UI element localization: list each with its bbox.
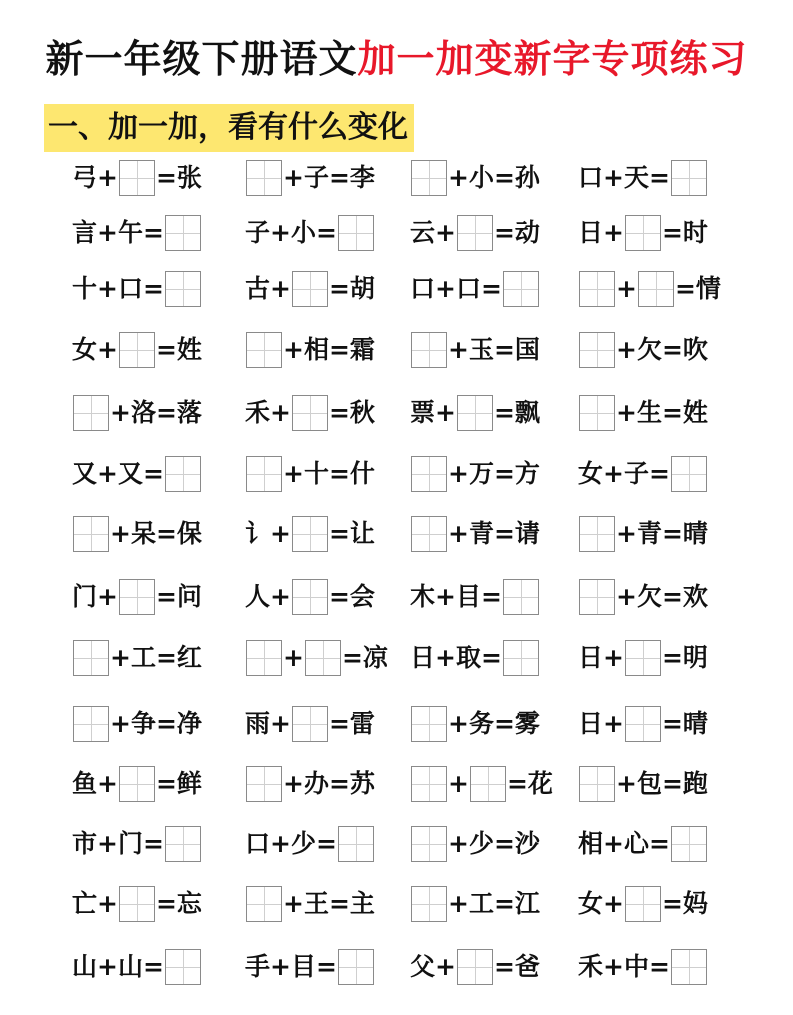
equation-text: 古+ [245,274,291,303]
answer-box[interactable] [119,886,155,922]
answer-box[interactable] [411,826,447,862]
equation-text: =忘 [155,889,202,918]
equation-text: 父+ [410,952,456,981]
equation-text: +欠=欢 [616,582,708,611]
equation [245,393,375,433]
exercise-row [0,330,793,370]
equation-text: 雨+ [245,709,291,738]
equation [72,393,202,433]
equation [410,514,540,554]
equation-text: =雷 [328,709,375,738]
equation [410,704,540,744]
equation-text: +万=方 [448,459,540,488]
equation-text: =胡 [328,274,375,303]
equation-text: =姓 [155,335,202,364]
equation-text: 女+ [72,335,118,364]
equation-text: 口+少= [245,829,337,858]
equation [245,947,375,987]
page-title [0,28,793,83]
equation-text: 人+ [245,582,291,611]
equation-text: =让 [328,519,375,548]
equation-text: +玉=国 [448,335,540,364]
exercise-row [0,884,793,924]
answer-box[interactable] [411,160,447,196]
equation-text: + [97,163,118,192]
equation-text: 口+口= [410,274,502,303]
answer-box[interactable] [119,160,155,196]
equation-text: 门+ [72,582,118,611]
answer-box[interactable] [73,706,109,742]
equation-text: 口+天= [578,163,670,192]
equation [245,454,375,494]
answer-box[interactable] [579,516,615,552]
equation [410,393,540,433]
exercise-row [0,514,793,554]
equation [410,330,540,370]
equation [578,947,708,987]
equation [578,158,708,198]
equation [72,947,202,987]
equation [410,884,540,924]
equation-text: =飘 [493,398,540,427]
answer-box[interactable] [119,332,155,368]
answer-box[interactable] [246,886,282,922]
equation [245,704,375,744]
equation [578,393,708,433]
exercise-row [0,454,793,494]
answer-box[interactable] [246,160,282,196]
answer-box[interactable] [470,766,506,802]
equation-text: + [616,274,637,303]
equation-text: =妈 [661,889,708,918]
exercise-row [0,269,793,309]
equation-text: 禾+中= [578,952,670,981]
answer-box[interactable] [579,579,615,615]
answer-box[interactable] [503,271,539,307]
equation [72,213,202,253]
equation-text: 市+门= [72,829,164,858]
equation [245,269,375,309]
equation [245,824,375,864]
equation [245,764,375,804]
exercise-row [0,213,793,253]
equation-text: =明 [661,643,708,672]
answer-box[interactable] [411,706,447,742]
equation [578,884,708,924]
equation [578,454,708,494]
equation [578,824,708,864]
answer-box[interactable] [457,395,493,431]
equation [245,158,375,198]
equation-text: 山+山= [72,952,164,981]
answer-box[interactable] [292,395,328,431]
equation-text: 日+ [578,218,624,247]
equation [72,269,202,309]
equation-text: +青=晴 [616,519,708,548]
equation-text: =动 [493,218,540,247]
answer-box[interactable] [638,271,674,307]
answer-box[interactable] [292,706,328,742]
equation [72,638,202,678]
answer-box[interactable] [73,516,109,552]
equation [72,884,202,924]
equation [245,884,375,924]
equation [578,213,708,253]
equation-text: 禾+ [245,398,291,427]
equation-text: +生=姓 [616,398,708,427]
equation-text: =秋 [328,398,375,427]
exercise-row [0,158,793,198]
equation [72,704,202,744]
equation-text: +务=雾 [448,709,540,738]
equation [245,514,375,554]
answer-box[interactable] [165,456,201,492]
equation-text: 日+ [578,643,624,672]
equation-text: 女+ [578,889,624,918]
equation-text: +子=李 [283,163,375,192]
equation-text: 又+又= [72,459,164,488]
equation-text: +相=霜 [283,335,375,364]
equation-text: +办=苏 [283,769,375,798]
equation-text: 十+口= [72,274,164,303]
equation-text: 云+ [410,218,456,247]
equation [410,213,540,253]
exercise-row [0,638,793,678]
equation-text: 亡+ [72,889,118,918]
equation [72,514,202,554]
equation [578,704,708,744]
equation-text: 言+午= [72,218,164,247]
answer-box[interactable] [119,579,155,615]
equation-text: 女+子= [578,459,670,488]
equation-text: 弓 [72,163,98,192]
answer-box[interactable] [503,579,539,615]
equation [578,764,708,804]
equation-text: 讠+ [245,519,291,548]
answer-box[interactable] [579,332,615,368]
answer-box[interactable] [305,640,341,676]
answer-box[interactable] [73,395,109,431]
answer-box[interactable] [457,949,493,985]
equation [410,577,540,617]
equation [410,158,540,198]
equation [578,638,708,678]
equation-text: 日+ [578,709,624,738]
exercise-row [0,393,793,433]
answer-box[interactable] [411,456,447,492]
equation [245,577,375,617]
answer-box[interactable] [246,456,282,492]
equation-text: 手+目= [245,952,337,981]
equation-text: 子+小= [245,218,337,247]
answer-box[interactable] [246,332,282,368]
exercise-row [0,824,793,864]
answer-box[interactable] [411,516,447,552]
answer-box[interactable] [579,271,615,307]
answer-box[interactable] [457,215,493,251]
equation-text: 鱼+ [72,769,118,798]
equation [578,514,708,554]
equation-text: +洛=落 [110,398,202,427]
answer-box[interactable] [292,516,328,552]
answer-box[interactable] [411,766,447,802]
answer-box[interactable] [73,640,109,676]
equation [578,269,721,309]
answer-box[interactable] [246,640,282,676]
equation [410,947,540,987]
answer-box[interactable] [165,215,201,251]
equation-text: =张 [155,163,202,192]
answer-box[interactable] [671,456,707,492]
equation [72,824,202,864]
equation-text: +工=江 [448,889,540,918]
equation-text: + [283,643,304,672]
equation [245,638,388,678]
equation-text: +少=沙 [448,829,540,858]
answer-box[interactable] [625,886,661,922]
answer-box[interactable] [338,215,374,251]
equation-text: + [448,769,469,798]
answer-box[interactable] [338,826,374,862]
equation-text: =爸 [493,952,540,981]
answer-box[interactable] [671,160,707,196]
equation [410,764,553,804]
equation-text: +欠=吹 [616,335,708,364]
equation [72,577,202,617]
equation-text: =问 [155,582,202,611]
equation-text: =鲜 [155,769,202,798]
equation-text: =时 [661,218,708,247]
equation-text: +青=请 [448,519,540,548]
equation-text: 相+心= [578,829,670,858]
exercise-row [0,947,793,987]
equation [72,764,202,804]
equation [410,824,540,864]
equation-text: 木+目= [410,582,502,611]
answer-box[interactable] [119,766,155,802]
answer-box[interactable] [671,949,707,985]
equation [245,330,375,370]
equation [410,638,540,678]
answer-box[interactable] [411,332,447,368]
equation-text: =会 [328,582,375,611]
exercise-row [0,704,793,744]
equation [245,213,375,253]
equation-text: =凉 [341,643,388,672]
equation-text: 票+ [410,398,456,427]
answer-box[interactable] [165,271,201,307]
equation [410,269,540,309]
answer-box[interactable] [165,949,201,985]
answer-box[interactable] [671,826,707,862]
answer-box[interactable] [292,579,328,615]
equation [72,158,202,198]
section-heading: 一、加一加，看有什么变化 [44,104,414,152]
exercise-row [0,764,793,804]
equation-text: 日+取= [410,643,502,672]
answer-box[interactable] [165,826,201,862]
title-part-2: 加一加变新字专项练习 [357,37,748,81]
equation-text: =花 [506,769,553,798]
equation-text: +呆=保 [110,519,202,548]
equation-text: +工=红 [110,643,202,672]
answer-box[interactable] [292,271,328,307]
title-part-1: 新一年级下册语文 [45,37,358,81]
equation-text: +十=什 [283,459,375,488]
answer-box[interactable] [625,706,661,742]
equation [72,454,202,494]
answer-box[interactable] [579,395,615,431]
exercise-row [0,577,793,617]
answer-box[interactable] [625,640,661,676]
equation-text: =晴 [661,709,708,738]
answer-box[interactable] [503,640,539,676]
equation-text: =情 [674,274,721,303]
equation [410,454,540,494]
answer-box[interactable] [411,886,447,922]
equation-text: +小=孙 [448,163,540,192]
answer-box[interactable] [579,766,615,802]
equation-text: +王=主 [283,889,375,918]
answer-box[interactable] [625,215,661,251]
answer-box[interactable] [338,949,374,985]
equation-text: +包=跑 [616,769,708,798]
equation-text: +争=净 [110,709,202,738]
equation [72,330,202,370]
answer-box[interactable] [246,766,282,802]
equation [578,330,708,370]
equation [578,577,708,617]
